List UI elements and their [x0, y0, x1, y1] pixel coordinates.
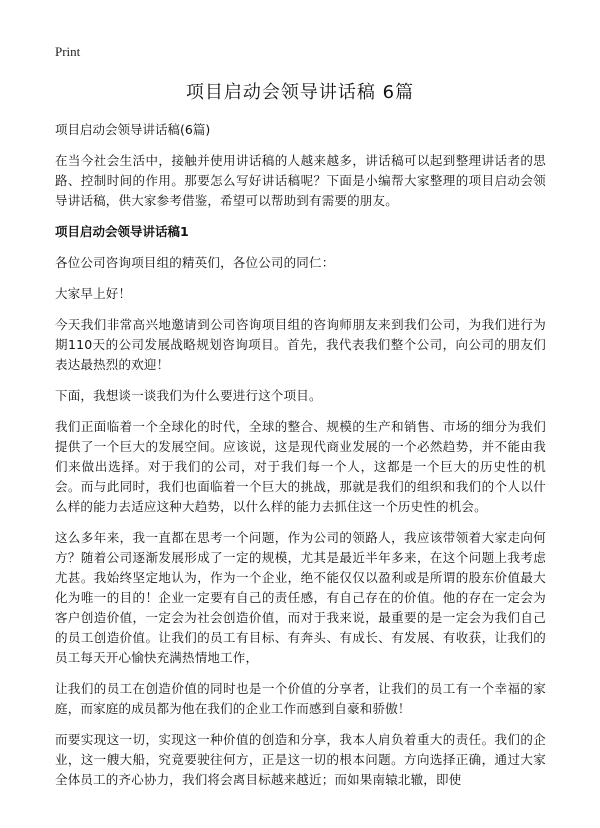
- body-paragraph: 下面，我想谈一谈我们为什么要进行这个项目。: [55, 388, 322, 403]
- print-link[interactable]: Print: [55, 44, 81, 59]
- section-heading: 项目启动会领导讲话稿1: [55, 224, 189, 239]
- body-paragraph: 今天我们非常高兴地邀请到公司咨询项目组的咨询师朋友来到我们公司，为我们进行为期110天的公司发展战略规划咨询项目。首先，我代表我们整个公司，向公司的朋友们表达最热烈的欢迎！: [55, 317, 546, 372]
- intro-paragraph: 在当今社会生活中，接触并使用讲话稿的人越来越多，讲话稿可以起到整理讲话者的思路、控制时间的作用。那要怎么写好讲话稿呢？下面是小编帮大家整理的项目启动会领导讲话稿，供大家参考借鉴，希望可以帮助到有需要的朋友。: [55, 153, 546, 208]
- body-paragraph: 让我们的员工在创造价值的同时也是一个价值的分享者，让我们的员工有一个幸福的家庭，而家庭的成员都为他在我们的企业工作而感到自豪和骄傲！: [55, 681, 546, 716]
- body-paragraph: 大家早上好！: [55, 286, 132, 301]
- document-subtitle: 项目启动会领导讲话稿(6篇): [55, 122, 211, 137]
- page-title: 项目启动会领导讲话稿 6篇: [185, 82, 415, 103]
- body-paragraph: 各位公司咨询项目组的精英们，各位公司的同仁：: [55, 255, 335, 270]
- body-paragraph: 我们正面临着一个全球化的时代，全球的整合、规模的生产和销售、市场的细分为我们提供了一个巨大的发展空间。应该说，这是现代商业发展的一个必然趋势，并不能由我们来做出选择。对于我们的公司，对于我们每一个人，这都是一个巨大的历史性的机会。而与此同时，我们也面临着一个巨大的挑战，那就是我们的组织和我们的个人以什么样的能力去适应这种大趋势，以什么样的能力去抓住这一个历史性的机会。: [55, 419, 546, 514]
- body-paragraph: 这么多年来，我一直都在思考一个问题，作为公司的领路人，我应该带领着大家走向何方？随着公司逐渐发展形成了一定的规模，尤其是最近半年多来，在这个问题上我考虑尤甚。我始终坚定地认为，作为一个企业，绝不能仅仅以盈利或是所谓的股东价值最大化为唯一的目的！企业一定要有自己的责任感，有自己存在的价值。他的存在一定会为客户创造价值，一定会为社会创造价值，而对于我来说，最重要的是一定会为我们自己的员工创造价值。让我们的员工有目标、有奔头、有成长、有发展、有收获，让我们的员工每天开心愉快充满热情地工作，: [55, 530, 546, 665]
- document-body: [55, 120, 546, 801]
- body-paragraph: 而要实现这一切，实现这一种价值的创造和分享，我本人肩负着重大的责任。我们的企业，这一艘大船，究竟要驶往何方，正是这一切的根本问题。方向选择正确，通过大家全体员工的齐心协力，我们将会离目标越来越近；而如果南辕北辙，即使: [55, 732, 546, 787]
